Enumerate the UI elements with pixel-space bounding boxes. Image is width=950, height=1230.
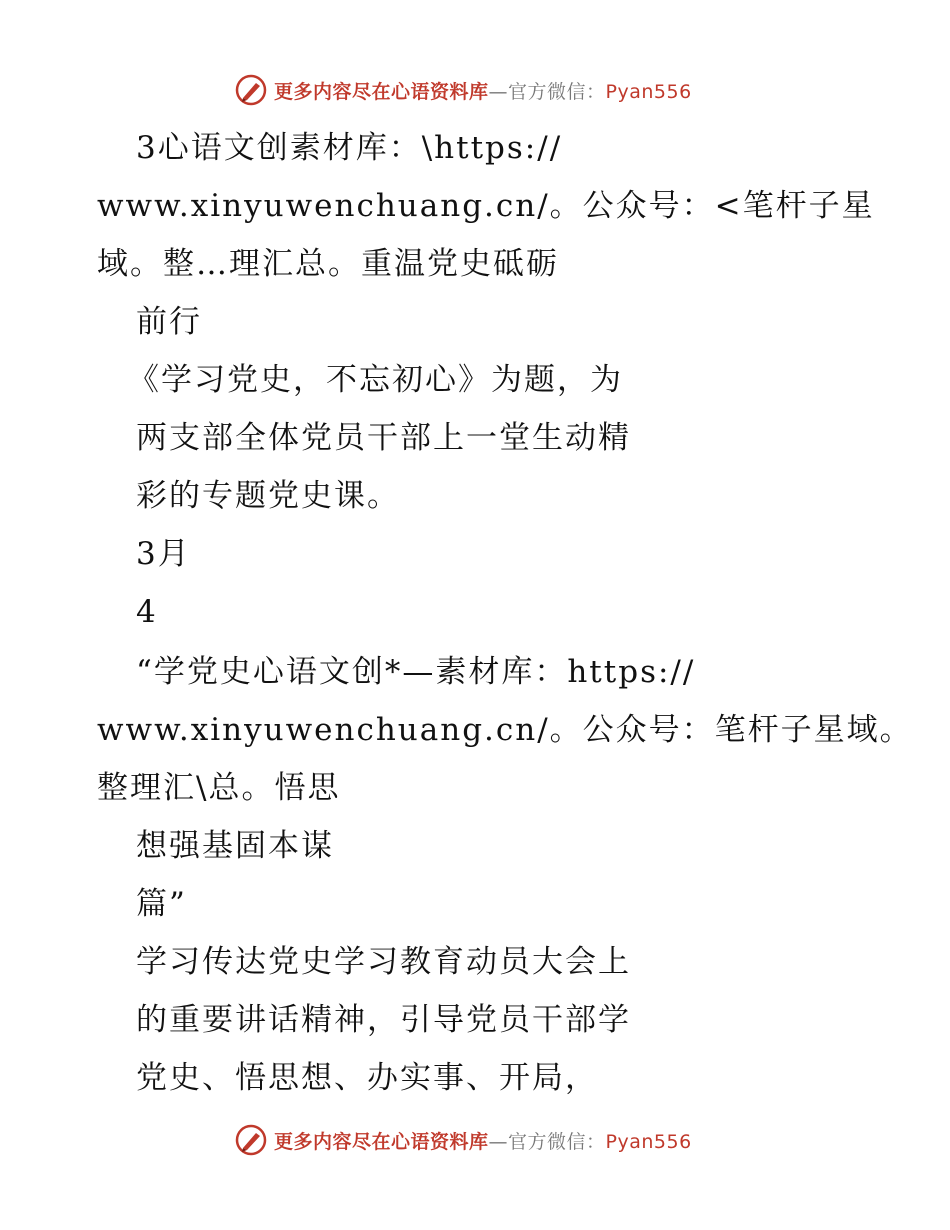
text-line: 《学习党史，不忘初心》为题，为 — [128, 362, 623, 398]
text-line: 整理汇\总。悟思 — [97, 770, 341, 806]
text-line: 党史、悟思想、办实事、开局， — [136, 1060, 598, 1096]
watermark-text — [274, 1127, 692, 1154]
text-line: 3月 — [136, 536, 191, 572]
text-line: www.xinyuwenchuang.cn/。公众号：笔杆子星域。 — [97, 712, 913, 748]
text-line: 彩的专题党史课。 — [136, 478, 400, 514]
watermark-banner-bottom — [234, 1122, 692, 1158]
watermark-official: —官方微信： — [488, 1130, 606, 1153]
text-line: 3心语文创素材库：\https:// — [136, 130, 563, 166]
pen-logo-icon — [234, 1123, 268, 1157]
watermark-text — [274, 77, 692, 104]
text-line: “学党史心语文创*—素材库：https:// — [136, 654, 696, 690]
text-line: 前行 — [136, 304, 202, 340]
watermark-brand: 更多内容尽在心语资料库 — [274, 80, 489, 103]
watermark-wechat-id: Pyan556 — [605, 1130, 692, 1153]
watermark-brand: 更多内容尽在心语资料库 — [274, 1130, 489, 1153]
text-line: 两支部全体党员干部上一堂生动精 — [136, 420, 631, 456]
text-line: 的重要讲话精神，引导党员干部学 — [136, 1002, 631, 1038]
watermark-wechat-id: Pyan556 — [605, 80, 692, 103]
watermark-banner-top — [234, 72, 692, 108]
text-line: 域。整…理汇总。重温党史砥砺 — [97, 246, 559, 282]
pen-logo-icon — [234, 73, 268, 107]
text-line: www.xinyuwenchuang.cn/。公众号：<笔杆子星 — [97, 188, 875, 224]
watermark-official: —官方微信： — [488, 80, 606, 103]
text-line: 4 — [136, 594, 158, 630]
text-line: 篇” — [136, 886, 187, 922]
text-line: 学习传达党史学习教育动员大会上 — [136, 944, 631, 980]
text-line: 想强基固本谋 — [136, 828, 334, 864]
